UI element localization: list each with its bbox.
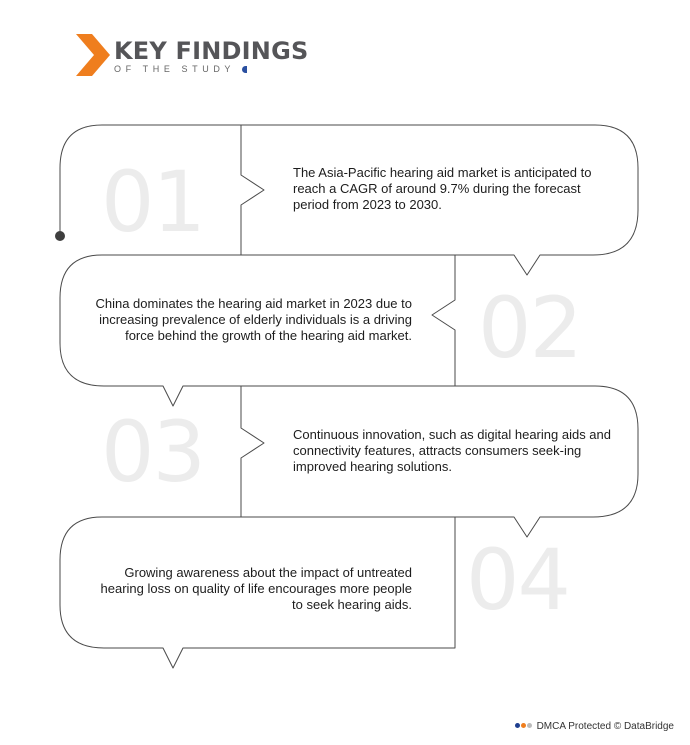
footer-dmca[interactable] (515, 721, 674, 732)
footer-dot-icon (521, 723, 526, 728)
subtitle-text: OF THE STUDY (114, 64, 235, 74)
finding-text-04: Growing awareness about the impact of untreated hearing loss on quality of life encourages more people to seek hearing aids. (100, 565, 412, 612)
footer-text: DMCA Protected © DataBridge (536, 721, 674, 732)
finding-number-02: 02 (478, 279, 581, 377)
finding-text-01: The Asia-Pacific hearing aid market is anticipated to reach a CAGR of around 9.7% during the forecast period from 2023 to 2030. (293, 165, 592, 212)
bubble-03-divider (241, 386, 264, 517)
finding-number-03: 03 (101, 403, 204, 501)
finding-number-04: 04 (466, 531, 569, 629)
finding-text-03: Continuous innovation, such as digital hearing aids and connectivity features, attracts consumers seek-ing improved hearing solutions. (293, 427, 611, 474)
footer-dot-icon (527, 723, 532, 728)
page-title: KEY FINDINGS (114, 37, 309, 65)
bubble-02-divider (432, 255, 455, 386)
finding-text-02: China dominates the hearing aid market in 2023 due to increasing prevalence of elderly individuals is a driving force behind the growth of the hearing aid market. (95, 296, 412, 343)
frame-start-dot (55, 231, 65, 241)
footer-dot-icon (515, 723, 520, 728)
bubble-01-divider (241, 125, 264, 255)
finding-number-01: 01 (101, 153, 204, 251)
